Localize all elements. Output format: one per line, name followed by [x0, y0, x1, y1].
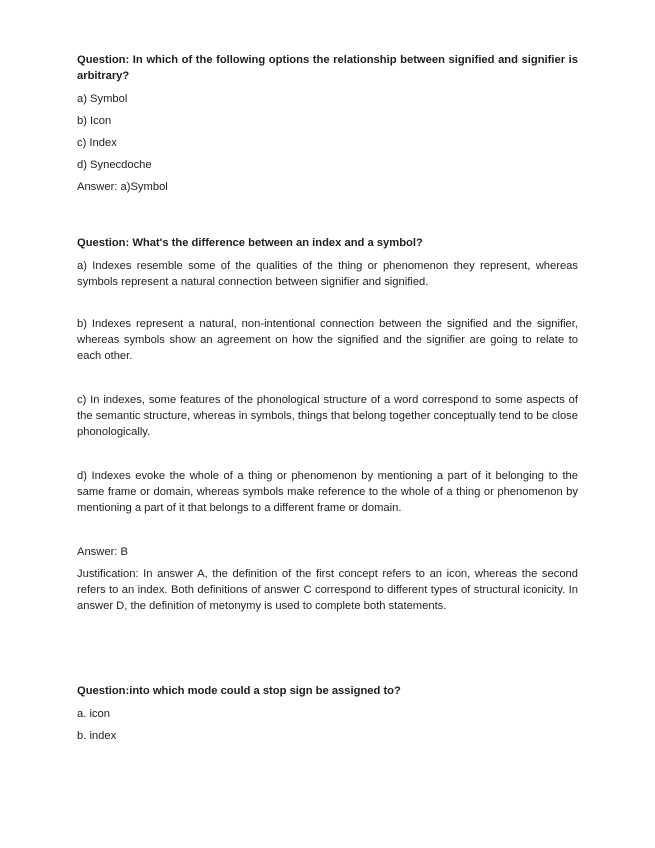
question-2-justification: Justification: In answer A, the definition of the first concept refers to an icon, whereas the second refers to an index. Both definitions of answer C correspond to different types of structural iconicity. In answer D, the definition of metonymy is used to complete both statements. [77, 568, 578, 612]
question-2-option-c: c) In indexes, some features of the phonological structure of a word correspond to some aspects of the semantic structure, whereas in symbols, things that belong together conceptually tend to be close phonologically. [77, 394, 578, 438]
question-2-option-b: b) Indexes represent a natural, non-intentional connection between the signified and the signifier, whereas symbols show an agreement on how the signified and the signifier are going to relate to each other. [77, 318, 578, 362]
question-1-answer: Answer: a)Symbol [77, 181, 168, 193]
question-1-option-b: b) Icon [77, 115, 112, 127]
question-1-option-a: a) Symbol [77, 93, 128, 105]
question-3-title: Question:into which mode could a stop sign be assigned to? [77, 685, 401, 697]
question-2-answer: Answer: B [77, 546, 128, 558]
question-1-title: Question: In which of the following options the relationship between signified and signifier is arbitrary? [77, 54, 578, 82]
question-1-option-d: d) Synecdoche [77, 159, 152, 171]
question-2-title: Question: What's the difference between an index and a symbol? [77, 237, 423, 249]
question-3-option-a: a. icon [77, 708, 110, 720]
question-1-option-c: c) Index [77, 137, 117, 149]
document-page [77, 52, 578, 744]
question-3-option-b: b. index [77, 730, 117, 742]
question-2-option-a: a) Indexes resemble some of the qualities of the thing or phenomenon they represent, whereas symbols represent a natural connection between signifier and signified. [77, 260, 578, 288]
question-2-option-d: d) Indexes evoke the whole of a thing or phenomenon by mentioning a part of it belonging to the same frame or domain, whereas symbols make reference to the whole of a thing or phenomenon by mentioning a part of it that belongs to a different frame or domain. [77, 470, 578, 514]
